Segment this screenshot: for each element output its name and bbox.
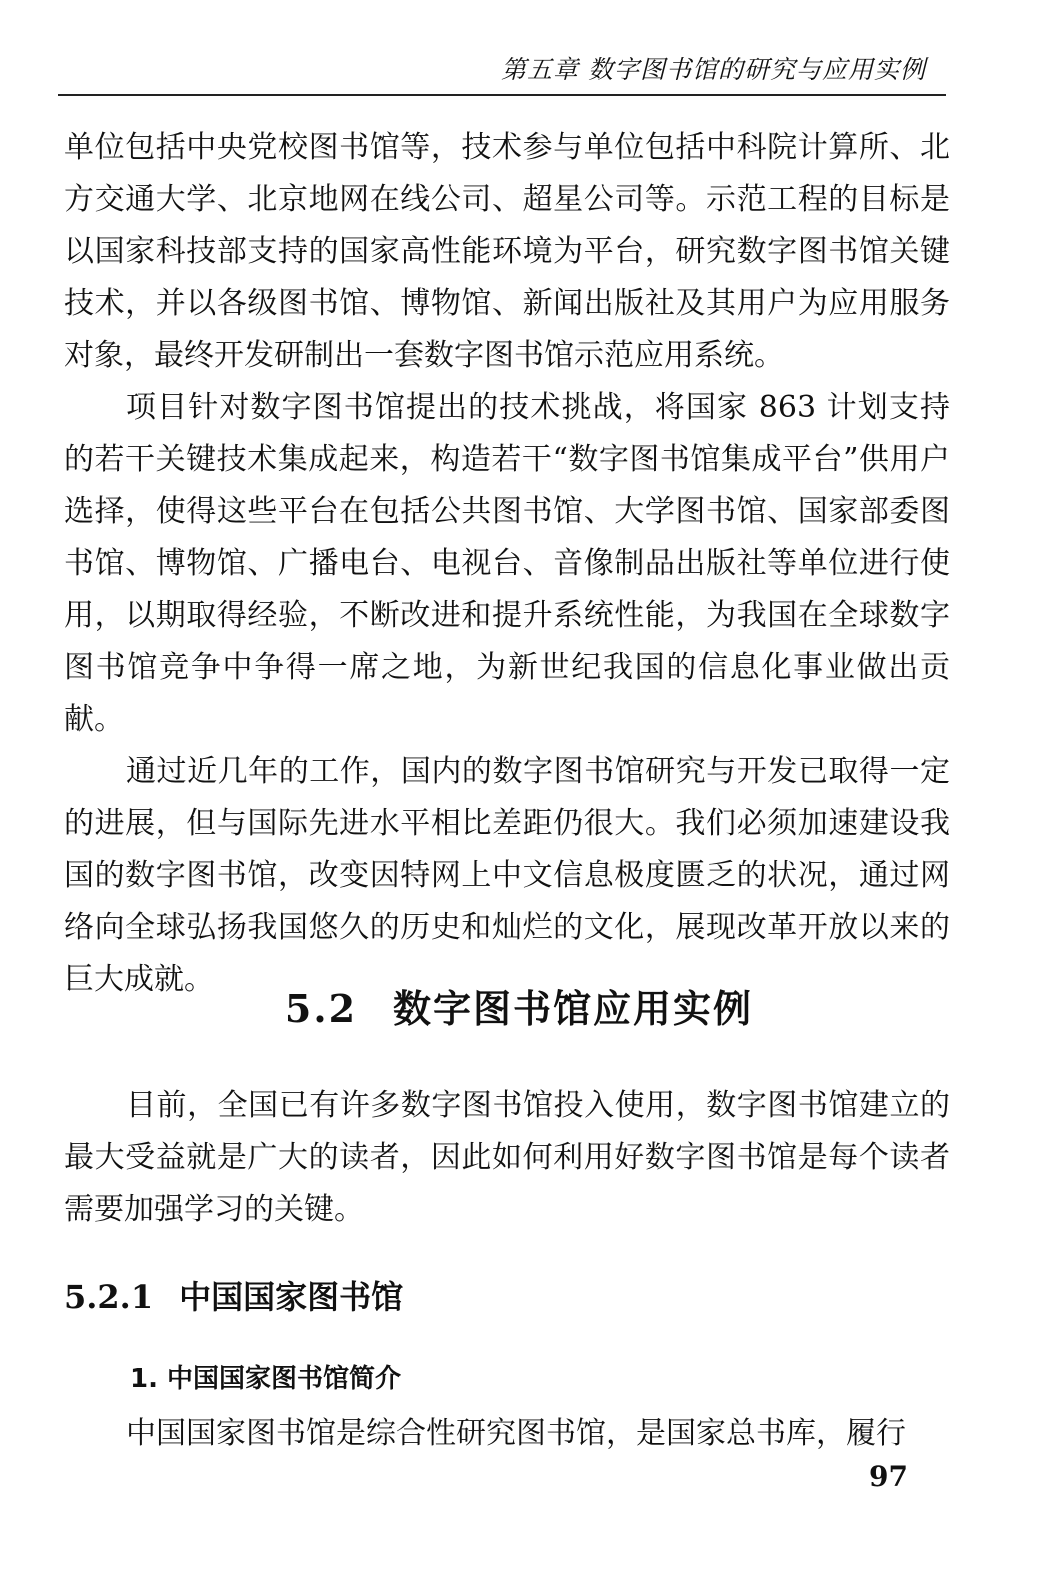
running-header: 第五章 数字图书馆的研究与应用实例: [501, 55, 926, 84]
sub-heading: 1. 中国国家图书馆简介: [130, 1364, 402, 1394]
paragraph-continued: 单位包括中央党校图书馆等，技术参与单位包括中科院计算所、北方交通大学、北京地网在线公司、超星公司等。示范工程的目标是以国家科技部支持的国家高性能环境为平台，研究数字图书馆关键技术，并以各级图书馆、博物馆、新闻出版社及其用户为应用服务对象，最终开发研制出一套数字图书馆示范应用系统。: [64, 130, 950, 373]
subsection-number: 5.2.1: [64, 1278, 154, 1316]
section-heading-5-2: [0, 978, 1038, 1033]
section-intro: [64, 1080, 950, 1236]
paragraph: 中国国家图书馆是综合性研究图书馆，是国家总书库，履行: [126, 1416, 906, 1451]
header-rule: [58, 94, 946, 96]
page-number: 97: [869, 1460, 908, 1493]
subsection-title: 中国国家图书馆: [179, 1278, 404, 1316]
body-text-end: [64, 1408, 950, 1460]
section-number: 5.2: [284, 986, 358, 1031]
paragraph: 项目针对数字图书馆提出的技术挑战，将国家 863 计划支持的若干关键技术集成起来，构造若干“数字图书馆集成平台”供用户选择，使得这些平台在包括公共图书馆、大学图书馆、国家部委图书馆、博物馆、广播电台、电视台、音像制品出版社等单位进行使用，以期取得经验，不断改进和提升系统性能，为我国在全球数字图书馆竞争中争得一席之地，为新世纪我国的信息化事业做出贡献。: [64, 390, 950, 737]
paragraph: 通过近几年的工作，国内的数字图书馆研究与开发已取得一定的进展，但与国际先进水平相比差距仍很大。我们必须加速建设我国的数字图书馆，改变因特网上中文信息极度匮乏的状况，通过网络向全球弘扬我国悠久的历史和灿烂的文化，展现改革开放以来的巨大成就。: [64, 754, 950, 997]
section-title: 数字图书馆应用实例: [393, 987, 754, 1031]
paragraph: 目前，全国已有许多数字图书馆投入使用，数字图书馆建立的最大受益就是广大的读者，因此如何利用好数字图书馆是每个读者需要加强学习的关键。: [64, 1088, 950, 1227]
body-text: [64, 122, 950, 1006]
subsection-heading-5-2-1: [64, 1272, 403, 1318]
